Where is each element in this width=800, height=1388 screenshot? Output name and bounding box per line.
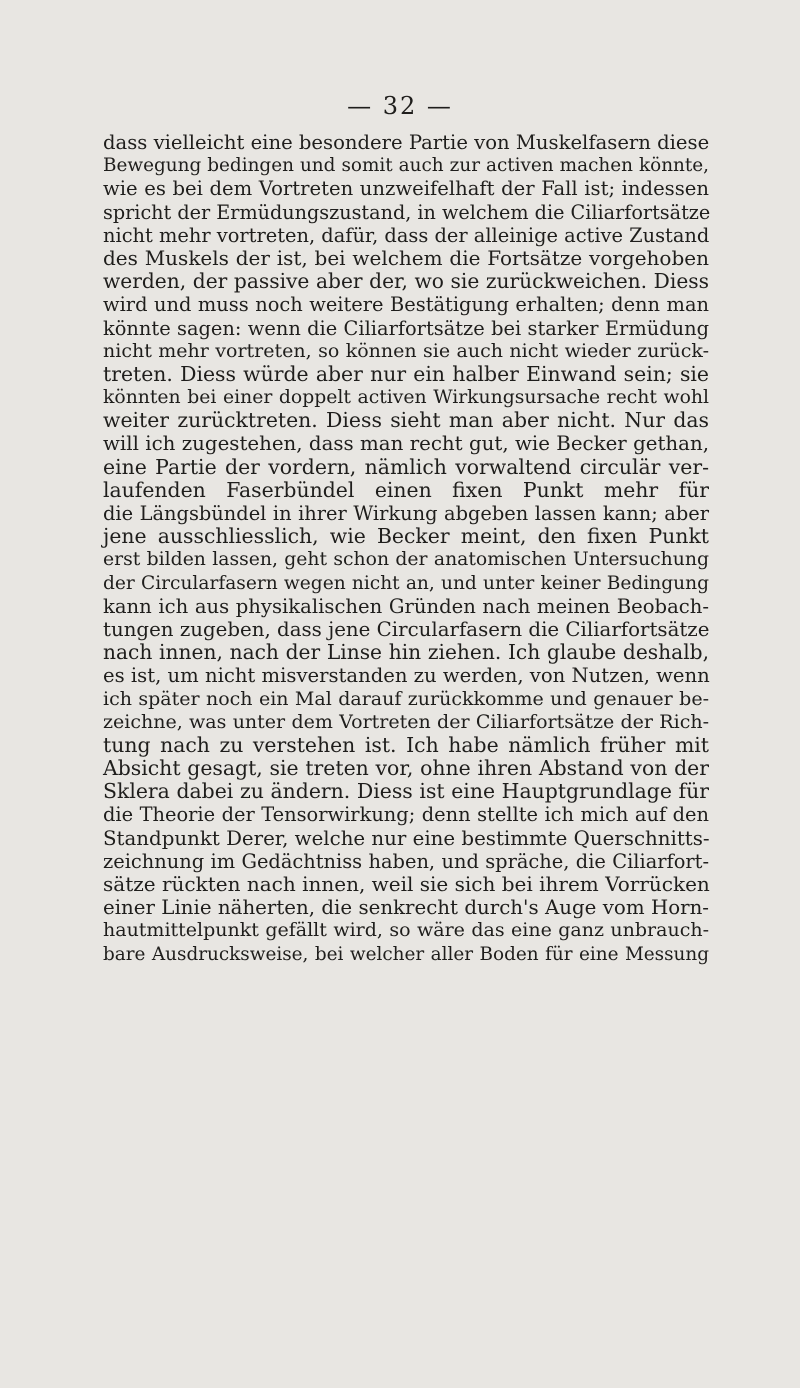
text-line: ich später noch ein Mal darauf zurückkomme und genauer be- (103, 687, 709, 710)
text-line: sätze rückten nach innen, weil sie sich bei ihrem Vorrücken (103, 872, 710, 896)
text-line: treten. Diess würde aber nur ein halber Einwand sein; sie (103, 361, 709, 386)
text-line: werden, der passive aber der, wo sie zurückweichen. Diess (103, 269, 709, 294)
text-line: eine Partie der vordern, nämlich vorwaltend circulär ver- (103, 454, 709, 479)
text-line: der Circularfasern wegen nicht an, und unter keiner Bedingung (103, 572, 709, 594)
text-line: die Längsbündel in ihrer Wirkung abgeben lassen kann; aber (103, 502, 709, 525)
text-line: weiter zurücktreten. Diess sieht man aber nicht. Nur das (103, 408, 709, 433)
text-line: nicht mehr vortreten, dafür, dass der alleinige active Zustand (103, 223, 710, 247)
text-line: Absicht gesagt, sie treten vor, ohne ihren Abstand von der (103, 756, 709, 781)
text-line: könnte sagen: wenn die Ciliarfortsätze bei starker Ermüdung (103, 316, 709, 340)
text-line: hautmittelpunkt gefällt wird, so wäre das eine ganz unbrauch- (103, 919, 709, 942)
text-line: nicht mehr vortreten, so können sie auch nicht wieder zurück- (103, 339, 709, 362)
text-line: des Muskels der ist, bei welchem die Fortsätze vorgehoben (103, 245, 709, 270)
text-line: Sklera dabei zu ändern. Diess ist eine Hauptgrundlage für (103, 779, 709, 804)
body-text (103, 131, 709, 966)
text-line: laufenden Faserbündel einen fixen Punkt mehr für (103, 477, 709, 502)
text-line: kann ich aus physikalischen Gründen nach meinen Beobach- (103, 594, 709, 618)
text-line: Bewegung bedingen und somit auch zur activen machen könnte, (103, 155, 709, 177)
page-number: — 32 — (347, 92, 453, 120)
text-line: tungen zugeben, dass jene Circularfasern die Ciliarfortsätze (103, 617, 710, 641)
text-line: Standpunkt Derer, welche nur eine bestimmte Querschnitts- (103, 826, 710, 850)
text-line: die Theorie der Tensorwirkung; denn stellte ich mich auf den (103, 803, 709, 827)
text-line: bare Ausdrucksweise, bei welcher aller Boden für eine Messung (103, 943, 709, 965)
text-line: wird und muss noch weitere Bestätigung erhalten; denn man (103, 293, 709, 317)
text-line: zeichne, was unter dem Vortreten der Ciliarfortsätze der Rich- (103, 710, 709, 733)
text-line: will ich zugestehen, dass man recht gut, wie Becker gethan, (103, 432, 709, 456)
text-line: zeichnung im Gedächtniss haben, und spräche, die Ciliarfort- (103, 849, 709, 873)
text-line: es ist, um nicht misverstanden zu werden, von Nutzen, wenn (103, 664, 710, 688)
text-line: tung nach zu verstehen ist. Ich habe nämlich früher mit (103, 732, 709, 757)
text-line: nach innen, nach der Linse hin ziehen. Ich glaube deshalb, (103, 640, 709, 665)
text-line: dass vielleicht eine besondere Partie von Muskelfasern diese (103, 131, 710, 154)
text-line: wie es bei dem Vortreten unzweifelhaft der Fall ist; indessen (103, 177, 709, 201)
text-line: könnten bei einer doppelt activen Wirkungsursache recht wohl (103, 387, 709, 409)
text-line: spricht der Ermüdungszustand, in welchem die Ciliarfortsätze (103, 200, 711, 224)
text-line: erst bilden lassen, geht schon der anatomischen Untersuchung (103, 549, 709, 571)
text-line: einer Linie näherten, die senkrecht durch's Auge vom Horn- (103, 896, 709, 920)
text-line: jene ausschliesslich, wie Becker meint, den fixen Punkt (103, 524, 709, 549)
